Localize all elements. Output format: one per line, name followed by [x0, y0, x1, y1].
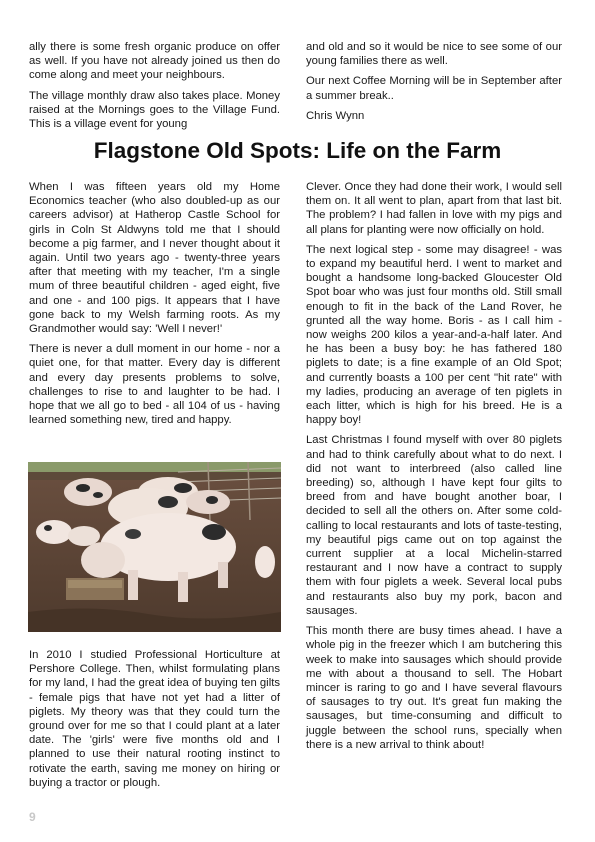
previous-article-tail-right	[306, 40, 562, 129]
article-column-left	[29, 180, 280, 433]
paragraph: ally there is some fresh organic produce on offer as well. If you have not already joined us then do come along and meet your neighbours.	[29, 41, 280, 82]
previous-article-tail-left	[29, 40, 280, 137]
article-column-left-continued	[29, 648, 280, 796]
paragraph: When I was fifteen years old my Home Economics teacher (who also doubled-up as our careers advisor) at Hatherop Castle School for girls in Coln St Aldwyns told me that I should become a pig farmer, and I never thought about it again. Until two years ago - twenty-three years after that meeting with my teacher, I'm a single mum of three beautiful children - aged eight, five and one - and 100 pigs. It appears that I have gone back to my Welsh farming roots. As my Grandmother would say: 'Well I never!'	[29, 181, 280, 336]
paragraph: This month there are busy times ahead. I have a whole pig in the freezer which I am butchering this week to make into sausages which should provide me with about a thousand to sell. The Hobart mincer is raring to go and I have several flavours of sausages to try out. It's great fun making the sausages, but time-consuming and difficult to juggle between the school runs, specially when there is a new arrival to think about!	[306, 625, 562, 751]
paragraph: Clever. Once they had done their work, I would sell them on. It all went to plan, apart from that last bit. The problem? I had fallen in love with my pigs and all plans for planting were now officially on hold.	[306, 181, 562, 236]
paragraph: The next logical step - some may disagree! - was to expand my beautiful herd. I went to market and bought a handsome long-backed Gloucester Old Spot boar who was just four months old. Still small enough to fit in the back of the Land Rover, he grunted all the way home. Boris - as I call him - now weighs 200 kilos a year-and-a-half later. And he has been a busy boy: he has fathered 180 piglets to date; is a fine example of an Old Spot; and currently boasts a 100 per cent "hit rate" with my ladies, producing an average of ten piglets in each litter, which is high for his breed. He is a happy boy!	[306, 243, 562, 427]
paragraph: There is never a dull moment in our home - nor a quiet one, for that matter. Every day is different and every day presents problems to solve, challenges to rise to and laughter to be had. I hope that we all go to bed - all 104 of us - having learned something new, tired and happy.	[29, 343, 280, 427]
paragraph: Our next Coffee Morning will be in September after a summer break..	[306, 75, 562, 102]
paragraph: Last Christmas I found myself with over 80 piglets and had to think carefully about what to do next. I did not want to interbreed (also called line breeding) so, although I have kept four gilts to breed from and have bought another boar, I decided to sell all the others on. After some cold-calling to local restaurants and lots of taste-testing, my beautiful pigs came out on top against the current supplier at a local Michelin-starred restaurant and I now have a contract to supply them with four piglets a week. Several local pubs and restaurants also buy my pork, bacon and sausages.	[306, 434, 562, 617]
paragraph: In 2010 I studied Professional Horticulture at Pershore College. Then, whilst formulating plans for my land, I had the great idea of buying ten gilts - female pigs that have not yet had a litter of piglets. My theory was that they could turn the ground over for me so that I could plant at a later date. The 'girls' were five months old and I planned to use their natural rooting instinct to rotivate the earth, saving me money on hiring or buying a tractor or plough.	[29, 649, 280, 789]
page-number: 9	[29, 810, 36, 824]
paragraph: and old and so it would be nice to see some of our young families there as well.	[306, 41, 562, 68]
pigs-photo	[28, 462, 281, 632]
paragraph: The village monthly draw also takes place. Money raised at the Mornings goes to the Village Fund. This is a village event for young	[29, 89, 280, 131]
article-title: Flagstone Old Spots: Life on the Farm	[93, 138, 502, 163]
author-signature: Chris Wynn	[306, 109, 365, 122]
article-column-right	[306, 180, 562, 758]
